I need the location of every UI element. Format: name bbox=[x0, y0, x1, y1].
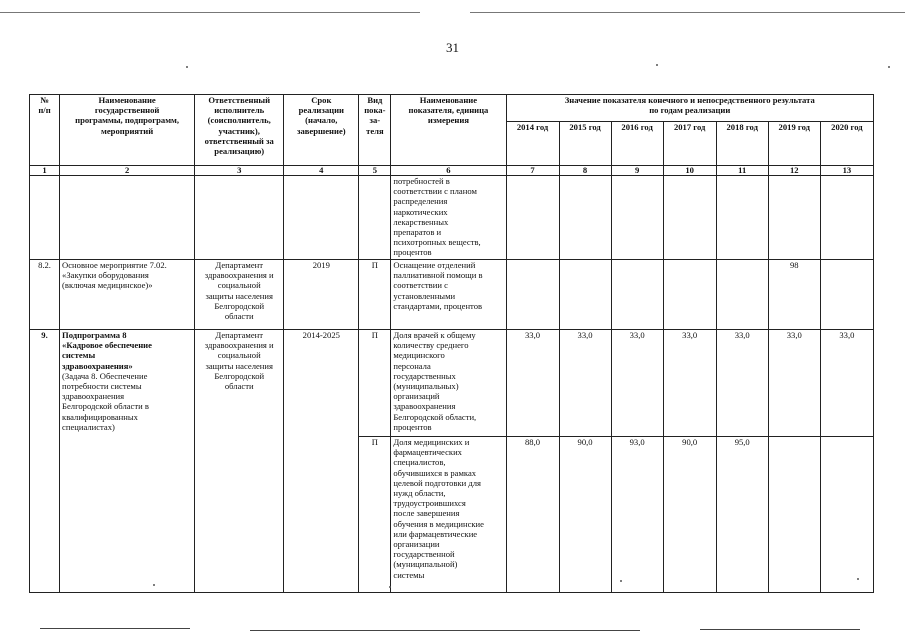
table-row bbox=[30, 260, 874, 330]
row-value bbox=[559, 260, 611, 330]
column-number: 2 bbox=[60, 166, 195, 176]
row-value bbox=[611, 260, 663, 330]
scan-speck bbox=[389, 586, 391, 588]
row-value: 33,0 bbox=[663, 330, 716, 437]
column-number: 7 bbox=[506, 166, 559, 176]
column-number: 6 bbox=[391, 166, 506, 176]
row-num: 8.2. bbox=[30, 260, 60, 330]
header-year: 2017 год bbox=[663, 122, 716, 166]
header-responsible: Ответственный исполнитель (соисполнитель, участник), ответственный за реализацию) bbox=[195, 95, 284, 166]
row-value bbox=[716, 260, 768, 330]
row-value bbox=[768, 176, 820, 260]
column-number: 1 bbox=[30, 166, 60, 176]
scan-speck bbox=[888, 66, 890, 68]
scan-line bbox=[470, 12, 905, 13]
row-program-name bbox=[60, 176, 195, 260]
scan-speck bbox=[857, 578, 859, 580]
column-number-row bbox=[30, 166, 874, 176]
row-value bbox=[663, 260, 716, 330]
row-value bbox=[559, 176, 611, 260]
column-number: 5 bbox=[359, 166, 391, 176]
row-value: 33,0 bbox=[716, 330, 768, 437]
header-num: № п/п bbox=[30, 95, 60, 166]
header-year: 2019 год bbox=[768, 122, 820, 166]
scan-speck bbox=[186, 66, 188, 68]
row-num: 9. bbox=[30, 330, 60, 593]
scan-speck bbox=[153, 584, 155, 586]
row-value bbox=[506, 260, 559, 330]
row-value: 95,0 bbox=[716, 437, 768, 593]
row-num bbox=[30, 176, 60, 260]
row-value: 93,0 bbox=[611, 437, 663, 593]
row-indicator-name: потребностей в соответствии с планом распределения наркотических лекарственных препаратов и психотропных веществ, процентов bbox=[391, 176, 506, 260]
subprogram-title: Подпрограмма 8 «Кадровое обеспечение системы здравоохранения» bbox=[62, 330, 152, 371]
row-indicator-type: П bbox=[359, 260, 391, 330]
header-values-group: Значение показателя конечного и непосредственного результата по годам реализации bbox=[506, 95, 874, 122]
row-program-name bbox=[60, 330, 195, 593]
row-value bbox=[768, 437, 820, 593]
scan-speck bbox=[620, 580, 622, 582]
row-value: 33,0 bbox=[820, 330, 873, 437]
scan-line bbox=[40, 628, 190, 629]
header-year: 2020 год bbox=[820, 122, 873, 166]
row-value bbox=[663, 176, 716, 260]
row-value bbox=[611, 176, 663, 260]
row-responsible: Департамент здравоохранения и социальной защиты населения Белгородской области bbox=[195, 260, 284, 330]
scan-line bbox=[0, 12, 420, 13]
scan-line bbox=[250, 630, 640, 631]
header-year: 2018 год bbox=[716, 122, 768, 166]
row-value: 33,0 bbox=[611, 330, 663, 437]
column-number: 13 bbox=[820, 166, 873, 176]
column-number: 9 bbox=[611, 166, 663, 176]
header-year: 2015 год bbox=[559, 122, 611, 166]
row-value bbox=[820, 260, 873, 330]
column-number: 11 bbox=[716, 166, 768, 176]
header-indicator-type: Вид пока- за- теля bbox=[359, 95, 391, 166]
row-indicator-type: П bbox=[359, 437, 391, 593]
row-value: 33,0 bbox=[768, 330, 820, 437]
column-number: 3 bbox=[195, 166, 284, 176]
row-program-name: Основное мероприятие 7.02. «Закупки оборудования (включая медицинское)» bbox=[60, 260, 195, 330]
column-number: 12 bbox=[768, 166, 820, 176]
row-value: 33,0 bbox=[559, 330, 611, 437]
row-value bbox=[506, 176, 559, 260]
row-indicator-name: Доля врачей к общему количеству среднего медицинского персонала государственных (муниципальных) организаций здравоохранения Белгородской области, процентов bbox=[391, 330, 506, 437]
row-term: 2019 bbox=[284, 260, 359, 330]
column-number: 8 bbox=[559, 166, 611, 176]
page-number: 31 bbox=[446, 40, 459, 55]
row-indicator-name: Оснащение отделений паллиативной помощи в соответствии с установленными стандартами, процентов bbox=[391, 260, 506, 330]
row-value bbox=[820, 176, 873, 260]
row-indicator-type: П bbox=[359, 330, 391, 437]
scan-speck bbox=[656, 64, 658, 66]
table-row bbox=[30, 330, 874, 437]
column-number: 10 bbox=[663, 166, 716, 176]
column-number: 4 bbox=[284, 166, 359, 176]
row-indicator-type bbox=[359, 176, 391, 260]
header-indicator-name: Наименование показателя, единица измерения bbox=[391, 95, 506, 166]
row-value: 33,0 bbox=[506, 330, 559, 437]
table-row bbox=[30, 176, 874, 260]
row-term: 2014-2025 bbox=[284, 330, 359, 593]
indicators-table bbox=[29, 94, 874, 593]
header-year: 2014 год bbox=[506, 122, 559, 166]
row-responsible: Департамент здравоохранения и социальной защиты населения Белгородской области bbox=[195, 330, 284, 593]
row-value: 90,0 bbox=[663, 437, 716, 593]
row-value: 88,0 bbox=[506, 437, 559, 593]
header-year: 2016 год bbox=[611, 122, 663, 166]
scan-line bbox=[700, 629, 860, 630]
row-term bbox=[284, 176, 359, 260]
row-value bbox=[820, 437, 873, 593]
header-term: Срок реализации (начало, завершение) bbox=[284, 95, 359, 166]
row-value: 98 bbox=[768, 260, 820, 330]
row-indicator-name: Доля медицинских и фармацевтических специалистов, обучившихся в рамках целевой подготовки для нужд области, трудоустроившихся после завершения обучения в медицинские или фармацевтические организации государственной (муниципальной) системы bbox=[391, 437, 506, 593]
row-value: 90,0 bbox=[559, 437, 611, 593]
header-program-name: Наименование государственной программы, подпрограмм, мероприятий bbox=[60, 95, 195, 166]
row-value bbox=[716, 176, 768, 260]
subprogram-task: (Задача 8. Обеспечение потребности системы здравоохранения Белгородской области в квалифицированных специалистах) bbox=[62, 370, 149, 432]
row-responsible bbox=[195, 176, 284, 260]
